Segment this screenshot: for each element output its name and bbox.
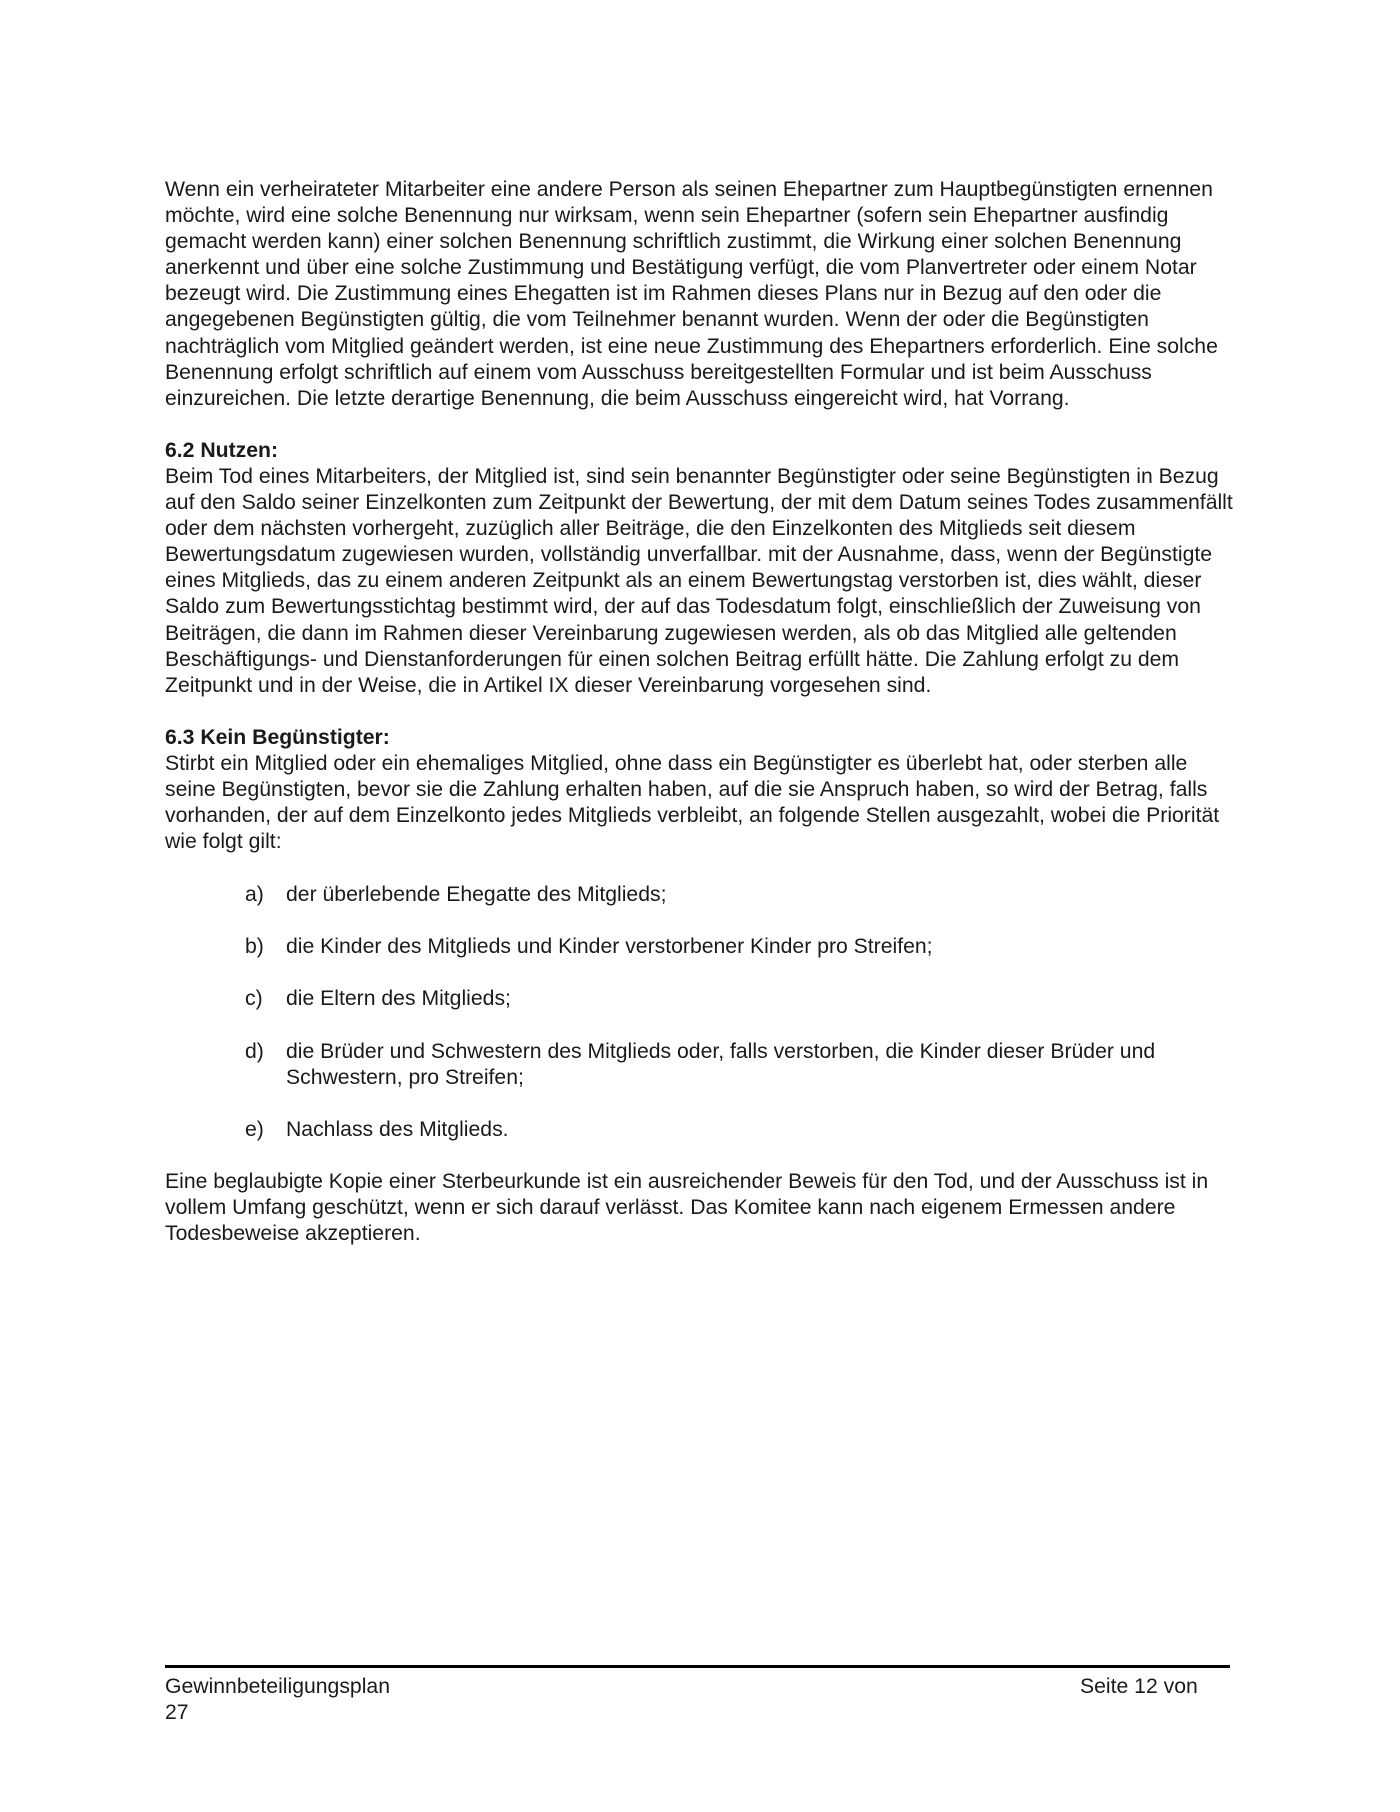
list-item (165, 1039, 1235, 1091)
section-6-2-text: Beim Tod eines Mitarbeiters, der Mitglied ist, sind sein benannter Begünstigter oder seine Begünstigten in Bezug auf den Saldo seiner Einzelkonten zum Zeitpunkt der Bewertung, der mit dem Datum seines Todes zusammenfällt oder dem nächsten vorhergeht, zuzüglich aller Beiträge, die den Einzelkonten des Mitglieds seit diesem Bewertungsdatum zugewiesen wurden, vollständig unverfallbar. mit der Ausnahme, dass, wenn der Begünstigte eines Mitglieds, das zu einem anderen Zeitpunkt als an einem Bewertungstag verstorben ist, dies wählt, dieser Saldo zum Bewertungsstichtag bestimmt wird, der auf das Todesdatum folgt, einschließlich der Zuweisung von Beiträgen, die dann im Rahmen dieser Vereinbarung zugewiesen werden, als ob das Mitglied alle geltenden Beschäftigungs- und Dienstanforderungen für einen solchen Beitrag erfüllt hätte. Die Zahlung erfolgt zu dem Zeitpunkt und in der Weise, die in Artikel IX dieser Vereinbarung vorgesehen sind. (165, 464, 1233, 697)
footer-page-label: Seite 12 von (1080, 1675, 1198, 1698)
list-item (165, 986, 1235, 1012)
list-item (165, 1117, 1235, 1143)
footer-divider (165, 1665, 1230, 1668)
list-item-text: der überlebende Ehegatte des Mitglieds; (286, 883, 667, 907)
section-6-3-text: Stirbt ein Mitglied oder ein ehemaliges Mitglied, ohne dass ein Begünstigter es überlebt hat, oder sterben alle seine Begünstigten, bevor sie die Zahlung erhalten haben, auf die sie Anspruch haben, so wird der Betrag, falls vorhanden, der auf dem Einzelkonto jedes Mitglieds verbleibt, an folgende Stellen ausgezahlt, wobei die Priorität wie folgt gilt: (165, 751, 1220, 854)
footer-document-title: Gewinnbeteiligungsplan (165, 1675, 390, 1698)
list-item-marker: c) (245, 987, 263, 1011)
list-item (165, 934, 1235, 960)
intro-paragraph: Wenn ein verheirateter Mitarbeiter eine andere Person als seinen Ehepartner zum Hauptbegünstigten ernennen möchte, wird eine solche Benennung nur wirksam, wenn sein Ehepartner (sofern sein Ehepartner ausfindig gemacht werden kann) einer solchen Benennung schriftlich zustimmt, die Wirkung einer solchen Benennung anerkennt und über eine solche Zustimmung und Bestätigung verfügt, die vom Planvertreter oder einem Notar bezeugt wird. Die Zustimmung eines Ehegatten ist im Rahmen dieses Plans nur in Bezug auf den oder die angegebenen Begünstigten gültig, die vom Teilnehmer benannt wurden. Wenn der oder die Begünstigten nachträglich vom Mitglied geändert werden, ist eine neue Zustimmung des Ehepartners erforderlich. Eine solche Benennung erfolgt schriftlich auf einem vom Ausschuss bereitgestellten Formular und ist beim Ausschuss einzureichen. Die letzte derartige Benennung, die beim Ausschuss eingereicht wird, hat Vorrang. (165, 178, 1218, 410)
section-6-3-heading: 6.3 Kein Begünstigter: (165, 725, 390, 749)
page-content (165, 177, 1235, 1247)
section-6-2-heading: 6.2 Nutzen: (165, 438, 279, 462)
list-item-text: die Eltern des Mitglieds; (286, 987, 511, 1011)
closing-paragraph: Eine beglaubigte Kopie einer Sterbeurkunde ist ein ausreichender Beweis für den Tod, und der Ausschuss ist in vollem Umfang geschützt, wenn er sich darauf verlässt. Das Komitee kann nach eigenem Ermessen andere Todesbeweise akzeptieren. (165, 1169, 1209, 1245)
footer-total-pages: 27 (165, 1701, 189, 1724)
list-item-text: die Kinder des Mitglieds und Kinder verstorbener Kinder pro Streifen; (286, 935, 933, 959)
list-item-text: die Brüder und Schwestern des Mitglieds oder, falls verstorben, die Kinder dieser Brüder und Schwestern, pro Streifen; (286, 1039, 1156, 1089)
list-item-text: Nachlass des Mitglieds. (286, 1117, 509, 1141)
beneficiary-priority-list (165, 882, 1235, 1143)
list-item-marker: a) (245, 883, 264, 907)
list-item (165, 882, 1235, 908)
list-item-marker: e) (245, 1117, 264, 1141)
list-item-marker: b) (245, 935, 264, 959)
list-item-marker: d) (245, 1039, 264, 1063)
